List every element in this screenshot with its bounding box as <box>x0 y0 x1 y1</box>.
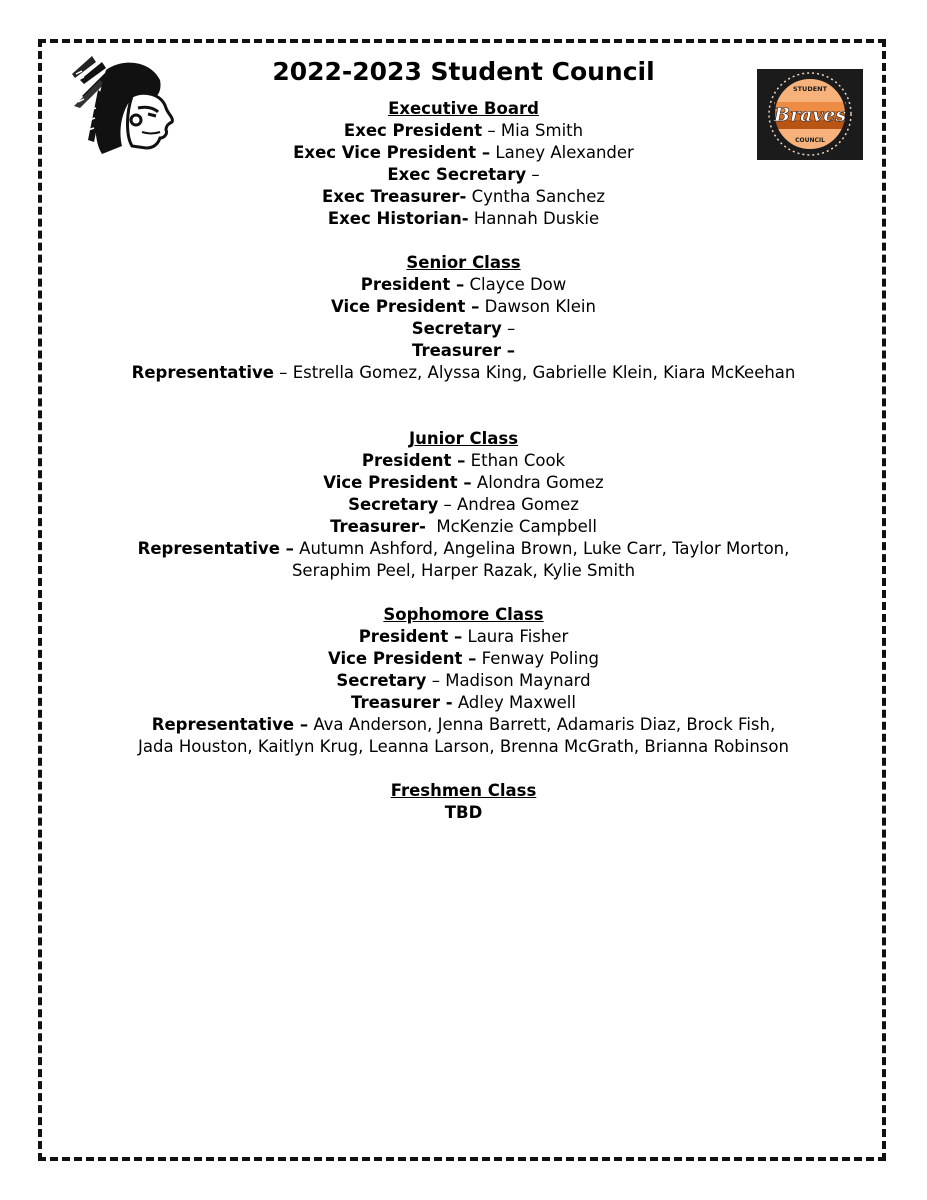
role-label: Exec Secretary <box>387 165 527 184</box>
roster-line <box>60 692 867 714</box>
roster-line <box>60 340 867 362</box>
member-name: Autumn Ashford, Angelina Brown, Luke Carr, Taylor Morton, <box>299 539 790 558</box>
member-name: Ethan Cook <box>470 451 566 470</box>
member-name: Laney Alexander <box>495 143 634 162</box>
member-name: Hannah Duskie <box>473 209 600 228</box>
role-label: Exec Vice President – <box>293 143 491 162</box>
badge-text-top: STUDENT <box>792 85 828 93</box>
roster-line <box>60 648 867 670</box>
role-label: President – <box>360 275 465 294</box>
role-label: Treasurer – <box>412 341 515 360</box>
role-label: Representative <box>131 363 274 382</box>
section-heading: Freshmen Class <box>390 781 537 800</box>
role-label: Treasurer - <box>351 693 453 712</box>
roster-line <box>60 714 867 736</box>
roster-line <box>60 186 867 208</box>
role-label: Representative – <box>151 715 309 734</box>
member-name: Adley Maxwell <box>457 693 576 712</box>
roster-line <box>60 296 867 318</box>
roster-line <box>60 516 867 538</box>
member-name: Cyntha Sanchez <box>471 187 606 206</box>
junior-class-section <box>60 428 867 582</box>
role-label: Secretary <box>336 671 427 690</box>
member-name: Andrea Gomez <box>456 495 579 514</box>
member-name: Ava Anderson, Jenna Barrett, Adamaris Diaz, Brock Fish, <box>313 715 776 734</box>
member-name: Clayce Dow <box>469 275 567 294</box>
role-label: Exec President <box>343 121 483 140</box>
roster-line-continuation: Seraphim Peel, Harper Razak, Kylie Smith <box>291 561 636 580</box>
badge-text-bottom: COUNCIL <box>795 137 825 144</box>
roster-line: Secretary – Andrea Gomez <box>348 495 579 514</box>
role-label: Vice President – <box>327 649 477 668</box>
section-heading: Junior Class <box>408 429 519 448</box>
roster-line <box>60 538 867 560</box>
role-label: Exec Historian- <box>327 209 469 228</box>
sophomore-class-section <box>60 604 867 758</box>
roster-content <box>60 98 867 824</box>
member-name: Madison Maynard <box>445 671 591 690</box>
roster-line <box>60 142 867 164</box>
page-title: 2022-2023 Student Council <box>272 57 655 86</box>
section-heading: Sophomore Class <box>383 605 544 624</box>
roster-line <box>60 208 867 230</box>
member-name: Dawson Klein <box>484 297 596 316</box>
member-name: Estrella Gomez, Alyssa King, Gabrielle Klein, Kiara McKeehan <box>292 363 796 382</box>
role-label: President – <box>358 627 463 646</box>
role-label: Secretary <box>411 319 502 338</box>
roster-line: Exec President – Mia Smith <box>343 121 584 140</box>
member-name: McKenzie Campbell <box>436 517 597 536</box>
roster-line <box>60 274 867 296</box>
roster-line: Exec Secretary – <box>387 165 540 184</box>
roster-line: Secretary – <box>411 319 516 338</box>
executive-board-section <box>60 98 867 230</box>
role-label: Vice President – <box>331 297 480 316</box>
role-label: Representative – <box>137 539 294 558</box>
member-name: Alondra Gomez <box>476 473 604 492</box>
member-name: Fenway Poling <box>481 649 599 668</box>
roster-line: Secretary – Madison Maynard <box>336 671 591 690</box>
role-label: Vice President – <box>323 473 472 492</box>
role-label: Secretary <box>348 495 439 514</box>
badge-text-main: Braves <box>773 104 847 126</box>
roster-line <box>60 472 867 494</box>
member-name: Mia Smith <box>500 121 584 140</box>
senior-class-section <box>60 252 867 384</box>
section-heading: Senior Class <box>406 253 521 272</box>
role-label: Treasurer- <box>330 517 426 536</box>
member-name: Laura Fisher <box>467 627 569 646</box>
role-label: President – <box>361 451 466 470</box>
roster-line <box>60 450 867 472</box>
roster-line <box>60 626 867 648</box>
role-label: Exec Treasurer- <box>321 187 467 206</box>
roster-line: Representative – Estrella Gomez, Alyssa King, Gabrielle Klein, Kiara McKeehan <box>131 363 796 382</box>
freshmen-class-section <box>60 780 867 824</box>
roster-line-continuation: Jada Houston, Kaitlyn Krug, Leanna Larson, Brenna McGrath, Brianna Robinson <box>138 737 789 756</box>
status-text: TBD <box>444 803 483 822</box>
section-heading: Executive Board <box>388 99 539 118</box>
